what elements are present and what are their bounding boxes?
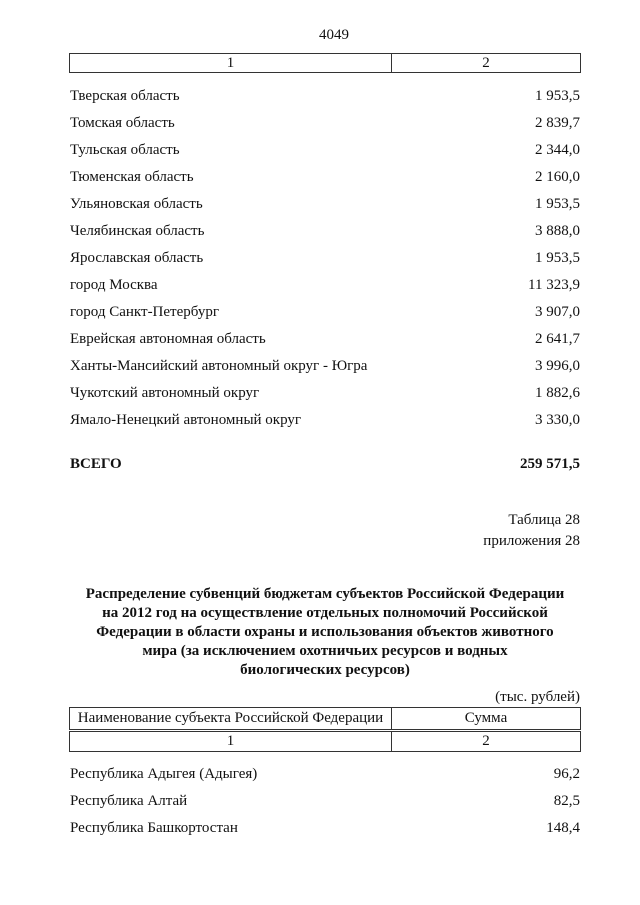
region-name: Еврейская автономная область	[70, 331, 266, 347]
column-1-number: 1	[70, 54, 392, 72]
table-row	[70, 326, 580, 353]
region-amount: 1 953,5	[535, 196, 580, 212]
table-row	[70, 218, 580, 245]
section-title	[70, 585, 580, 680]
region-name: Ульяновская область	[70, 196, 203, 212]
table-row	[70, 164, 580, 191]
title-line: Федерации в области охраны и использования объектов животного	[96, 624, 554, 640]
table-row	[70, 761, 580, 788]
header-subject-name: Наименование субъекта Российской Федерации	[70, 708, 392, 729]
region-amount: 3 330,0	[535, 412, 580, 428]
region-amount: 3 888,0	[535, 223, 580, 239]
total-label: ВСЕГО	[70, 456, 122, 472]
region-amount: 1 882,6	[535, 385, 580, 401]
table-row	[70, 137, 580, 164]
region-name: Ханты-Мансийский автономный округ - Югра	[70, 358, 368, 374]
table-row	[70, 191, 580, 218]
table-row	[70, 380, 580, 407]
title-line: мира (за исключением охотничьих ресурсов и водных	[142, 643, 508, 659]
column-2-number: 2	[482, 55, 490, 71]
table-row	[70, 815, 580, 842]
region-amount: 11 323,9	[528, 277, 580, 293]
region-name: Тюменская область	[70, 169, 194, 185]
region-amount: 3 907,0	[535, 304, 580, 320]
title-line: на 2012 год на осуществление отдельных полномочий Российской	[102, 605, 548, 621]
region-name: город Москва	[70, 277, 158, 293]
region-amount: 96,2	[553, 766, 580, 782]
subsidy-list-part1	[70, 83, 580, 434]
region-amount: 2 839,7	[535, 115, 580, 131]
region-name: Республика Адыгея (Адыгея)	[70, 766, 258, 782]
table-row	[70, 272, 580, 299]
region-name: Чукотский автономный округ	[70, 385, 260, 401]
region-amount: 1 953,5	[535, 250, 580, 266]
table-row	[70, 353, 580, 380]
region-amount: 82,5	[553, 793, 580, 809]
column-number-header	[69, 53, 581, 73]
subsidy-list-part2	[70, 761, 580, 842]
title-line: биологических ресурсов)	[240, 662, 410, 678]
region-name: Республика Алтай	[70, 793, 188, 809]
table-row	[70, 407, 580, 434]
table-row	[70, 83, 580, 110]
table-row	[70, 299, 580, 326]
page-number: 4049	[319, 27, 349, 43]
region-name: Тверская область	[70, 88, 180, 104]
region-name: город Санкт-Петербург	[70, 304, 219, 320]
column-1-number: 1	[70, 732, 392, 751]
table-row	[70, 110, 580, 137]
region-amount: 2 641,7	[535, 331, 580, 347]
region-amount: 1 953,5	[535, 88, 580, 104]
region-amount: 3 996,0	[535, 358, 580, 374]
region-name: Челябинская область	[70, 223, 205, 239]
total-value: 259 571,5	[520, 456, 580, 472]
appendix-number: приложения 28	[483, 533, 580, 549]
total-row	[70, 451, 580, 478]
region-name: Томская область	[70, 115, 175, 131]
table-header	[69, 707, 581, 730]
region-amount: 2 160,0	[535, 169, 580, 185]
region-amount: 148,4	[546, 820, 580, 836]
table-reference	[483, 510, 580, 552]
region-name: Республика Башкортостан	[70, 820, 238, 836]
header-amount: Сумма	[464, 710, 508, 726]
column-number-header	[69, 731, 581, 752]
region-name: Ярославская область	[70, 250, 204, 266]
table-row	[70, 788, 580, 815]
units-label: (тыс. рублей)	[495, 689, 580, 705]
region-amount: 2 344,0	[535, 142, 580, 158]
region-name: Ямало-Ненецкий автономный округ	[70, 412, 302, 428]
table-row	[70, 245, 580, 272]
region-name: Тульская область	[70, 142, 180, 158]
column-2-number: 2	[482, 733, 490, 749]
title-line: Распределение субвенций бюджетам субъектов Российской Федерации	[85, 586, 565, 602]
table-number: Таблица 28	[508, 512, 580, 528]
